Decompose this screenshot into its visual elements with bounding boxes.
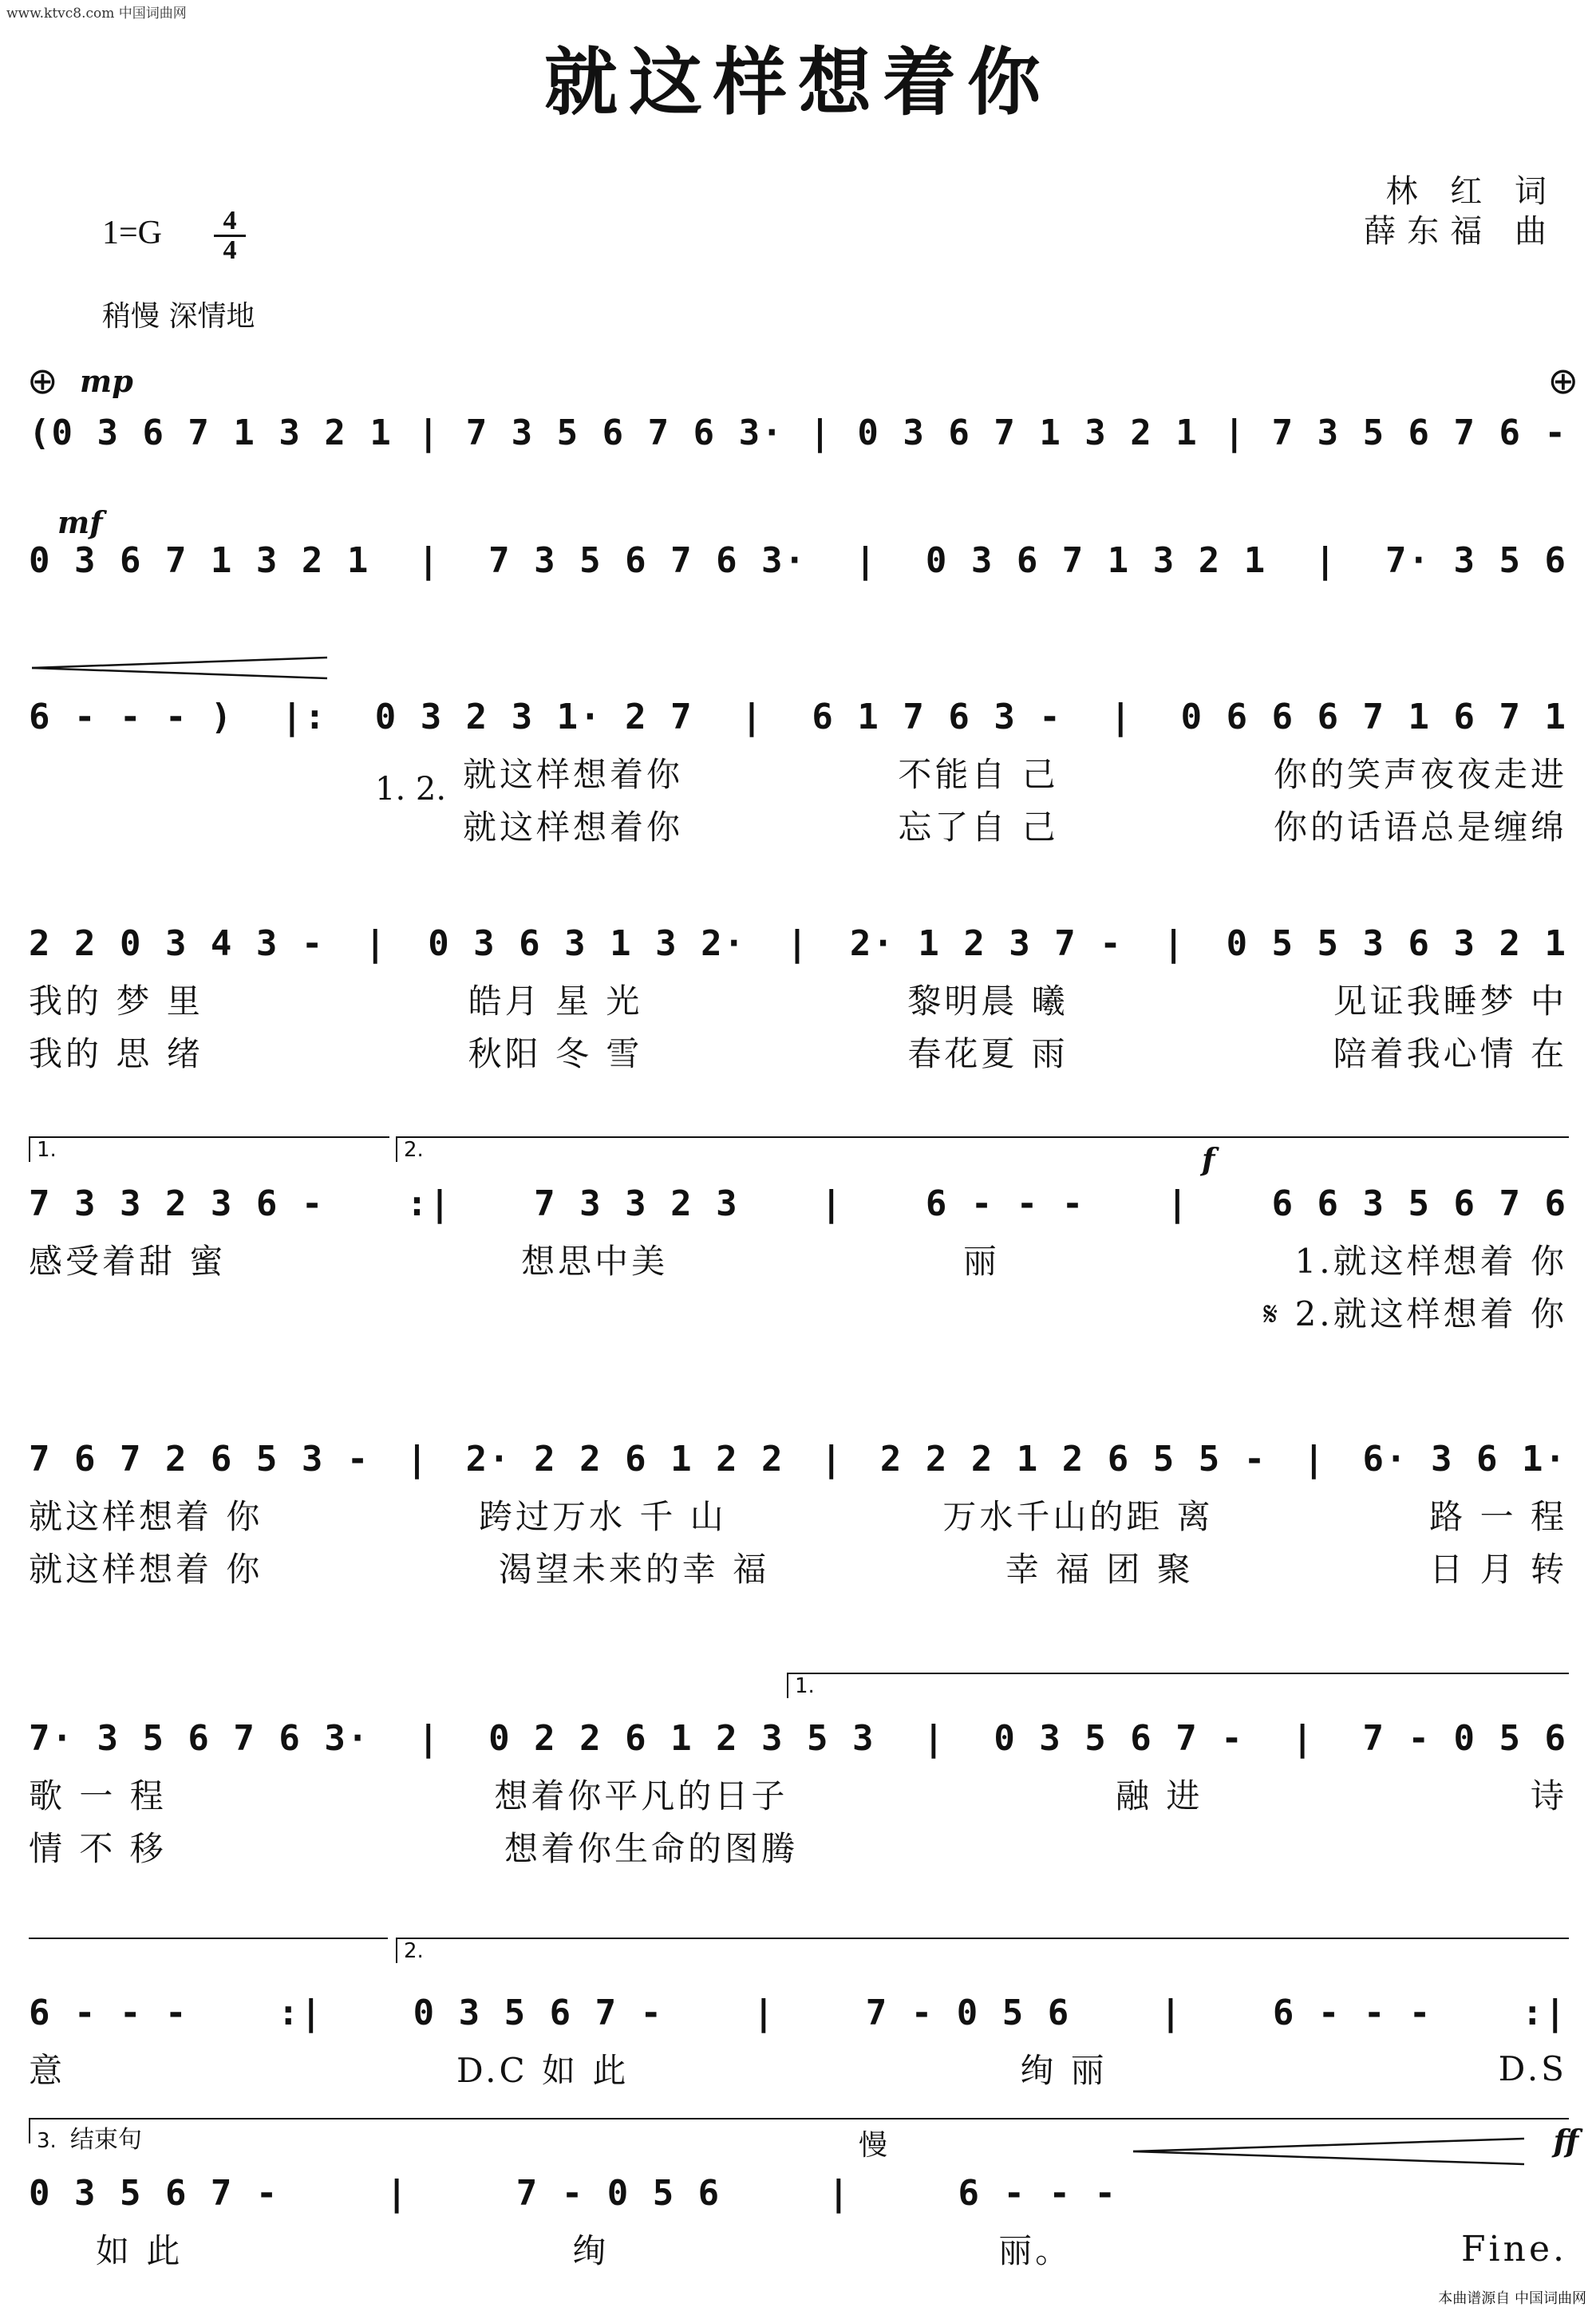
lyric-line-1: 就这样想着 你 跨过万水 千 山 万水千山的距 离 路 一 程 bbox=[29, 1497, 1567, 1536]
key-signature: 1=G bbox=[102, 215, 163, 251]
site-label: www.ktvc8.com 中国词曲网 bbox=[6, 6, 187, 22]
volta-2: 2. bbox=[396, 1938, 1569, 1963]
notes-row: 7· 3 5 6 7 6 3· | 0 2 2 6 1 2 3 5 3 | 0 3 5 6 7 - | 7 - 0 5 6 bbox=[29, 1717, 1567, 1759]
lyric-line-2: 就这样想着 你 渴望未来的幸 福 幸 福 团 聚 日 月 转 bbox=[29, 1550, 1567, 1589]
lyric-line-2: 我的 思 绪 秋阳 冬 雪 春花夏 雨 陪着我心情 在 bbox=[29, 1034, 1567, 1073]
volta-1: 1. bbox=[29, 1136, 389, 1162]
composer-credit: 薛东福 曲 bbox=[1364, 213, 1558, 250]
notes-row: 2 2 0 3 4 3 - | 0 3 6 3 1 3 2· | 2· 1 2 3 7 - | 0 5 5 3 6 3 2 1 bbox=[29, 922, 1567, 964]
lyric-line-2: 𝄋 2.就这样想着 你 bbox=[1263, 1294, 1567, 1333]
fine-marking: Fine. bbox=[1461, 2228, 1567, 2270]
coda-icon: ⊕ bbox=[1547, 359, 1578, 402]
lyric-line-2: 就这样想着你 忘了自 己 你的话语总是缠绵 bbox=[463, 808, 1567, 847]
lyric-line-1: 如 此 绚 丽。 Fine. bbox=[96, 2228, 1567, 2270]
verse-marker: 1. 2. bbox=[375, 771, 447, 808]
dynamic-mf: mf bbox=[57, 504, 103, 540]
lyricist-credit: 林 红 词 bbox=[1385, 173, 1558, 210]
lyric-line-1: 意 D.C 如 此 绚 丽 D.S bbox=[29, 2048, 1567, 2090]
footer-source: 本曲谱源自 中国词曲网 bbox=[1438, 2290, 1586, 2307]
notes-row: 7 6 7 2 6 5 3 - | 2· 2 2 6 1 2 2 | 2 2 2 1 2 6 5 5 - | 6· 3 6 1· bbox=[29, 1438, 1567, 1479]
notes-row: 0 3 6 7 1 3 2 1 | 7 3 5 6 7 6 3· | 0 3 6 7 1 3 2 1 | 7· 3 5 6 bbox=[29, 539, 1567, 581]
ending-label: 结束句 bbox=[69, 2126, 142, 2154]
lyric-line-1: 歌 一 程 想着你平凡的日子 融 进 诗 bbox=[29, 1776, 1567, 1815]
dynamic-ff: ff bbox=[1553, 2123, 1578, 2159]
crescendo-hairpin bbox=[1133, 2135, 1532, 2167]
time-signature: 4 4 bbox=[214, 207, 246, 264]
notes-row: 6 - - - :| 0 3 5 6 7 - | 7 - 0 5 6 | 6 - - - :| bbox=[29, 1992, 1567, 2033]
coda-icon: ⊕ bbox=[27, 359, 58, 402]
notes-row: 0 3 5 6 7 - | 7 - 0 5 6 | 6 - - - bbox=[29, 2172, 1117, 2214]
lyric-line-1: 就这样想着你 不能自 己 你的笑声夜夜走进 bbox=[463, 755, 1567, 794]
page-title: 就这样想着你 bbox=[543, 39, 1052, 125]
lyric-line-2: 情 不 移 想着你生命的图腾 bbox=[29, 1829, 798, 1868]
crescendo-hairpin bbox=[32, 654, 335, 681]
notes-row: 6 - - - ) |: 0 3 2 3 1· 2 7 | 6 1 7 6 3 - | 0 6 6 6 7 1 6 7 1 bbox=[29, 696, 1567, 737]
volta-1: 1. bbox=[787, 1673, 1569, 1698]
notes-row: (0 3 6 7 1 3 2 1 | 7 3 5 6 7 6 3· | 0 3 6 7 1 3 2 1 | 7 3 5 6 7 6 - bbox=[29, 412, 1567, 453]
dynamic-mp: mp bbox=[80, 363, 133, 399]
lyric-line-1: 感受着甜 蜜 想思中美 丽 1.就这样想着 你 bbox=[29, 1242, 1567, 1281]
tempo-slow: 慢 bbox=[859, 2129, 888, 2162]
tempo-marking: 稍慢 深情地 bbox=[102, 300, 255, 333]
notes-row: 7 3 3 2 3 6 - :| 7 3 3 2 3 | 6 - - - | 6 6 3 5 6 7 6 bbox=[29, 1183, 1567, 1224]
lyric-line-1: 我的 梦 里 皓月 星 光 黎明晨 曦 见证我睡梦 中 bbox=[29, 982, 1567, 1021]
volta-2: 2. bbox=[396, 1136, 1569, 1162]
volta-3: 3. 结束句 bbox=[29, 2118, 1569, 2143]
volta-continuation bbox=[29, 1938, 388, 1939]
dynamic-f: f bbox=[1202, 1141, 1215, 1177]
